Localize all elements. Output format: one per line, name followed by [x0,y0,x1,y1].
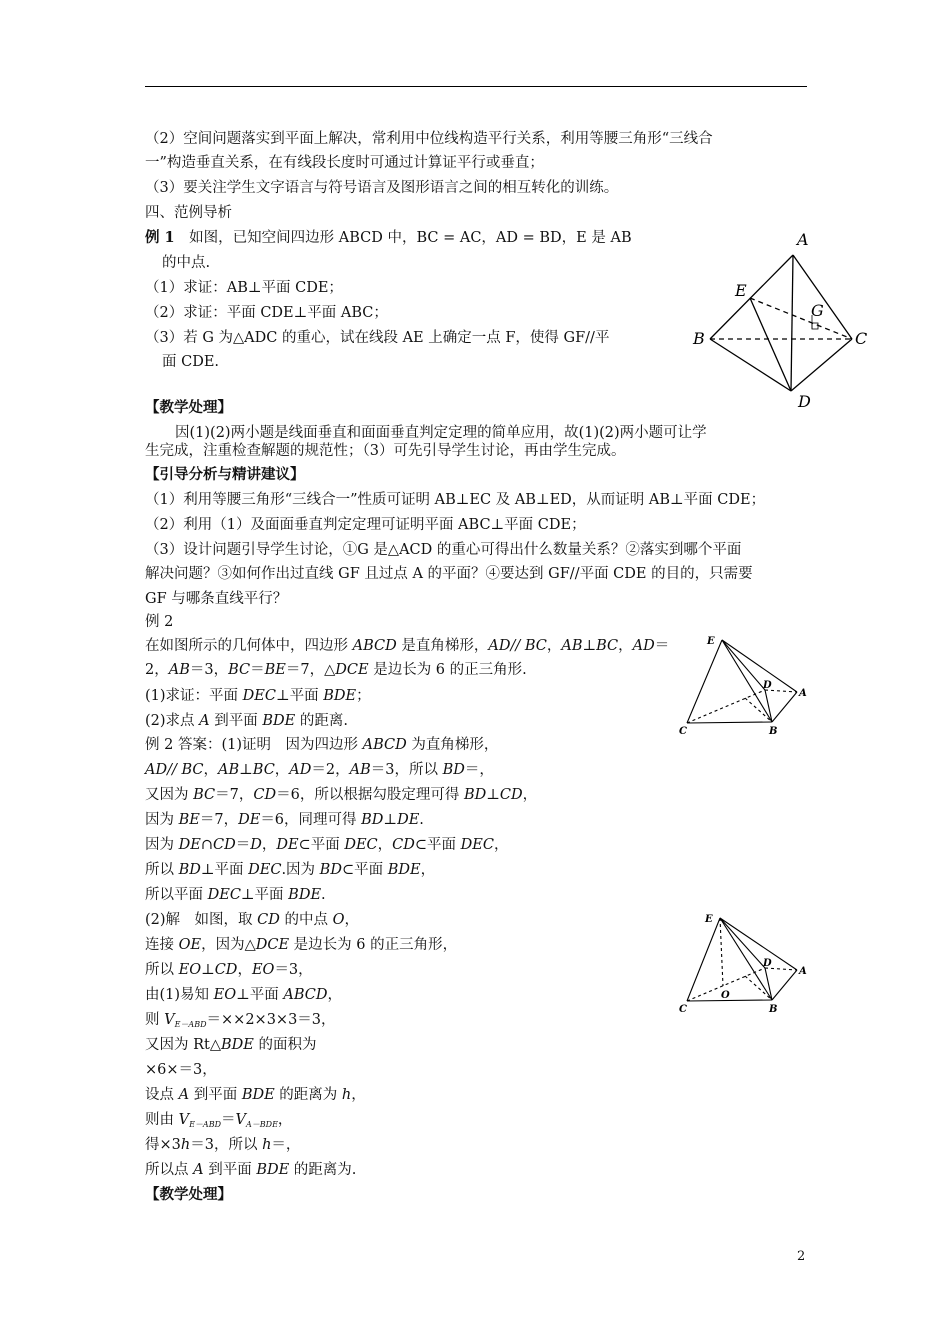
teaching-text-1: 因(1)(2)两小题是线面垂直和面面垂直判定定理的简单应用，故(1)(2)两小题可让学 [175,425,707,441]
answer-line-2: AD// BC，AB⊥BC，AD＝2，AB＝3，所以 BD＝， [145,762,494,778]
example-2-q2: (2)求点 A 到平面 BDE 的距离. [145,713,348,729]
answer-line-3: 又因为 BC＝7，CD＝6，所以根据勾股定理可得 BD⊥CD， [145,787,538,803]
svg-text:C: C [679,1004,687,1015]
guide-heading: 【引导分析与精讲建议】 [145,466,305,483]
svg-text:D: D [763,680,772,691]
label-c: C [855,329,868,348]
guide-1: （1）利用等腰三角形“三线合一”性质可证明 AB⊥EC 及 AB⊥ED，从而证明 AB⊥平面 CDE； [145,492,766,508]
example-2-text-cont: 2，AB＝3，BC＝BE＝7，△DCE 是边长为 6 的正三角形. [145,662,527,678]
paragraph-3: （3）要关注学生文字语言与符号语言及图形语言之间的相互转化的训练。 [145,180,619,196]
svg-text:B: B [769,726,778,737]
label-b: B [693,329,705,348]
label-d: D [798,392,811,411]
svg-text:B: B [769,1004,778,1015]
guide-2: （2）利用（1）及面面垂直判定定理可证明平面 ABC⊥平面 CDE； [145,517,586,533]
tetrahedron-figure [680,225,880,415]
answer-line-18: 所以点 A 到平面 BDE 的距离为. [145,1162,357,1178]
answer-line-5: 因为 DE∩CD＝D，DE⊂平面 DEC，CD⊂平面 DEC， [145,837,509,853]
answer-line-14: ×6×＝3， [145,1062,217,1078]
example-1-q1: （1）求证：AB⊥平面 CDE； [145,280,343,296]
guide-3: （3）设计问题引导学生讨论，①G 是△ACD 的重心可得出什么数量关系？②落实到哪个平面 [145,542,742,558]
label-e: E [735,281,747,300]
answer-line-16: 则由 $V_{E-ABD}=V_{A-BDE}$， [145,1112,293,1129]
svg-text:A: A [799,966,807,977]
answer-line-9: 连接 OE，因为△DCE 是边长为 6 的正三角形， [145,937,458,953]
teaching-heading-2: 【教学处理】 [145,1186,232,1203]
label-a: A [797,230,809,249]
header-rule [145,86,807,87]
svg-text:E: E [705,914,713,925]
example-1-q3: （3）若 G 为△ADC 的重心，试在线段 AE 上确定一点 F，使得 GF//平 [145,330,610,346]
answer-line-11: 由(1)易知 EO⊥平面 ABCD， [145,987,342,1003]
teaching-heading-1: 【教学处理】 [145,399,232,416]
example-2-q1: (1)求证：平面 DEC⊥平面 BDE； [145,688,371,704]
answer-line-13: 又因为 Rt△BDE 的面积为 [145,1037,317,1053]
section-title: 四、范例导析 [145,205,232,221]
guide-3-cont2: GF 与哪条直线平行？ [145,591,288,607]
svg-text:O: O [721,990,730,1001]
example-1-q3-cont: 面 CDE. [162,354,220,370]
svg-text:D: D [763,958,772,969]
answer-line-7: 所以平面 DEC⊥平面 BDE. [145,887,326,903]
example-1-label: 例 1 [145,229,175,246]
answer-line-4: 因为 BE＝7，DE＝6，同理可得 BD⊥DE. [145,812,424,828]
paragraph-2-cont: 一”构造垂直关系，在有线段长度时可通过计算证平行或垂直； [145,155,544,171]
answer-line-15: 设点 A 到平面 BDE 的距离为 h， [145,1087,366,1103]
example-1-q2: （2）求证：平面 CDE⊥平面 ABC； [145,305,388,321]
label-g: G [811,301,824,320]
answer-line-17: 得×3h＝3，所以 h＝， [145,1137,301,1153]
solid-figure-2 [675,908,815,1018]
solid-figure-1 [675,630,815,740]
svg-text:A: A [799,688,807,699]
answer-line-8: (2)解 如图，取 CD 的中点 O， [145,912,359,928]
page-number: 2 [797,1249,806,1264]
paragraph-2: （2）空间问题落实到平面上解决，常利用中位线构造平行关系，利用等腰三角形“三线合 [145,131,713,147]
answer-line-10: 所以 EO⊥CD，EO＝3， [145,962,313,978]
example-1-intro: 例 1 如图，已知空间四边形 ABCD 中，BC = AC，AD = BD，E 是 AB [145,229,632,246]
guide-3-cont: 解决问题？③如何作出过直线 GF 且过点 A 的平面？④要达到 GF//平面 CDE 的目的，只需要 [145,566,753,582]
example-2-label: 例 2 [145,614,174,630]
answer-line-12: 则 $V_{E-ABD}=\times\times 2\times 3\times 3=3$， [145,1012,336,1029]
answer-line-6: 所以 BD⊥平面 DEC.因为 BD⊂平面 BDE， [145,862,436,878]
example-2-text: 在如图所示的几何体中，四边形 ABCD 是直角梯形，AD// BC，AB⊥BC，AD＝ [145,638,670,654]
svg-text:E: E [707,636,715,647]
svg-text:C: C [679,726,687,737]
example-1-intro-cont: 的中点. [162,255,211,271]
teaching-text-1-cont: 生完成，注重检查解题的规范性；（3）可先引导学生讨论，再由学生完成。 [145,443,626,459]
answer-line-1: 例 2 答案：(1)证明 因为四边形 ABCD 为直角梯形， [145,737,499,753]
